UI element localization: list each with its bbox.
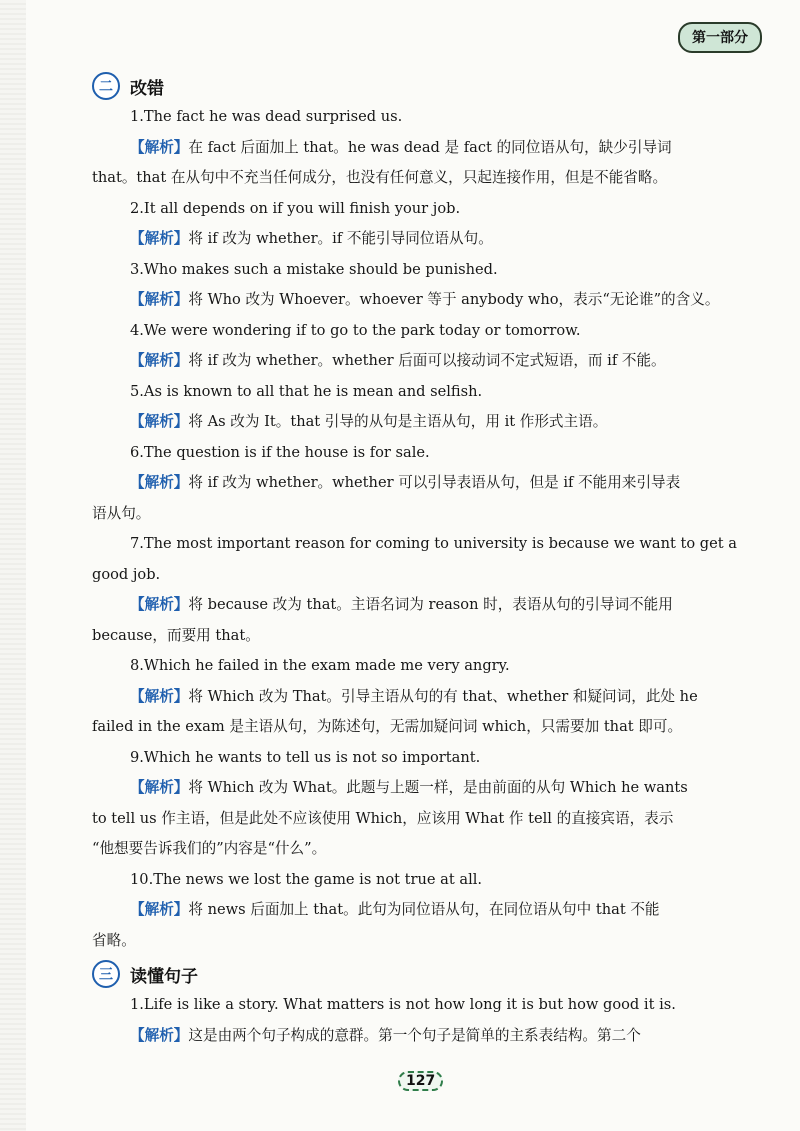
question-line [92, 102, 750, 133]
line-text: 将 if 改为 whether。if 不能引导同位语从句。 [188, 230, 493, 247]
part-tab: 第一部分 [678, 22, 762, 53]
explanation-line [92, 834, 750, 865]
question-line [92, 377, 750, 408]
page-binding-edge [0, 0, 26, 1131]
line-text: 将 As 改为 It。that 引导的从句是主语从句，用 it 作形式主语。 [188, 413, 608, 430]
section-correction [92, 70, 750, 956]
explanation-line [92, 1021, 750, 1052]
line-text: 语从句。 [92, 504, 151, 522]
explanation-line [92, 163, 750, 194]
line-text: 将 Who 改为 Whoever。whoever 等于 anybody who，表示“无论谁”的含义。 [188, 291, 720, 308]
section-reading [92, 958, 750, 1051]
explanation-line [92, 773, 750, 804]
section-title: 读懂句子 [130, 966, 198, 987]
line-text: 将 news 后面加上 that。此句为同位语从句，在同位语从句中 that 不能 [188, 901, 660, 918]
explanation-line [92, 285, 750, 316]
question-line [92, 743, 750, 774]
explanation-line [92, 804, 750, 835]
explanation-label: 【解析】 [130, 474, 189, 491]
explanation-line [92, 468, 750, 499]
line-text: “他想要告诉我们的”内容是“什么”。 [92, 840, 327, 857]
line-text: 4.We were wondering if to go to the park today or tomorrow. [130, 321, 581, 339]
line-text: that。that 在从句中不充当任何成分，也没有任何意义，只起连接作用，但是不能省略。 [92, 169, 668, 186]
page-content [92, 70, 750, 1051]
line-text: 2.It all depends on if you will finish your job. [130, 199, 461, 217]
explanation-line [92, 590, 750, 621]
explanation-line [92, 407, 750, 438]
question-line [92, 316, 750, 347]
explanation-line [92, 895, 750, 926]
line-text: 将 if 改为 whether。whether 后面可以接动词不定式短语，而 if 不能。 [188, 352, 666, 369]
question-line [92, 865, 750, 896]
line-text: 10.The news we lost the game is not true at all. [130, 870, 483, 888]
explanation-label: 【解析】 [130, 291, 189, 308]
line-text: 省略。 [92, 931, 136, 949]
explanation-label: 【解析】 [130, 352, 189, 369]
question-line [92, 990, 750, 1021]
line-text: 9.Which he wants to tell us is not so important. [130, 748, 481, 766]
section-number-badge: 三 [92, 960, 120, 988]
explanation-line [92, 346, 750, 377]
line-text: because，而要用 that。 [92, 626, 260, 644]
explanation-label: 【解析】 [130, 230, 189, 247]
line-text: 1.The fact he was dead surprised us. [130, 108, 403, 125]
line-text: 将 Which 改为 What。此题与上题一样，是由前面的从句 Which he wants [188, 779, 688, 796]
line-text: 1.Life is like a story. What matters is not how long it is but how good it is. [130, 996, 676, 1013]
section-header [92, 958, 750, 990]
explanation-line [92, 682, 750, 713]
explanation-line [92, 712, 750, 743]
explanation-line [92, 621, 750, 652]
explanation-label: 【解析】 [130, 1026, 189, 1044]
line-text: to tell us 作主语，但是此处不应该使用 Which，应该用 What 作 tell 的直接宾语，表示 [92, 809, 674, 827]
line-text: 将 if 改为 whether。whether 可以引导表语从句，但是 if 不能用来引导表 [188, 474, 681, 491]
question-line [92, 255, 750, 286]
explanation-label: 【解析】 [130, 413, 189, 430]
explanation-label: 【解析】 [130, 687, 189, 705]
explanation-label: 【解析】 [130, 779, 189, 796]
line-text: failed in the exam 是主语从句，为陈述句，无需加疑问词 which，只需要加 that 即可。 [92, 718, 683, 735]
explanation-label: 【解析】 [130, 596, 189, 613]
line-text: 在 fact 后面加上 that。he was dead 是 fact 的同位语从句，缺少引导词 [188, 138, 672, 156]
line-text: 将 Which 改为 That。引导主语从句的有 that、whether 和疑问词，此处 he [188, 687, 698, 705]
section-header [92, 70, 750, 102]
section-title: 改错 [130, 78, 164, 99]
explanation-line [92, 133, 750, 164]
line-text: 将 because 改为 that。主语名词为 reason 时，表语从句的引导词不能用 [188, 596, 673, 613]
section-lines [92, 990, 750, 1051]
line-text: 3.Who makes such a mistake should be punished. [130, 260, 498, 278]
line-text: 7.The most important reason for coming to university is because we want to get a [130, 535, 737, 552]
page-number: 127 [398, 1071, 443, 1091]
line-text: 5.As is known to all that he is mean and selfish. [130, 382, 483, 400]
question-line [92, 438, 750, 469]
explanation-label: 【解析】 [130, 138, 189, 156]
explanation-label: 【解析】 [130, 901, 189, 918]
line-text: good job. [92, 565, 161, 583]
explanation-line [92, 926, 750, 957]
line-text: 6.The question is if the house is for sale. [130, 443, 430, 461]
explanation-line [92, 560, 750, 591]
section-number-badge: 二 [92, 72, 120, 100]
line-text: 8.Which he failed in the exam made me very angry. [130, 657, 510, 674]
explanation-line [92, 224, 750, 255]
question-line [92, 529, 750, 560]
question-line [92, 194, 750, 225]
line-text: 这是由两个句子构成的意群。第一个句子是简单的主系表结构。第二个 [188, 1026, 641, 1044]
explanation-line [92, 499, 750, 530]
section-lines [92, 102, 750, 956]
question-line [92, 651, 750, 682]
